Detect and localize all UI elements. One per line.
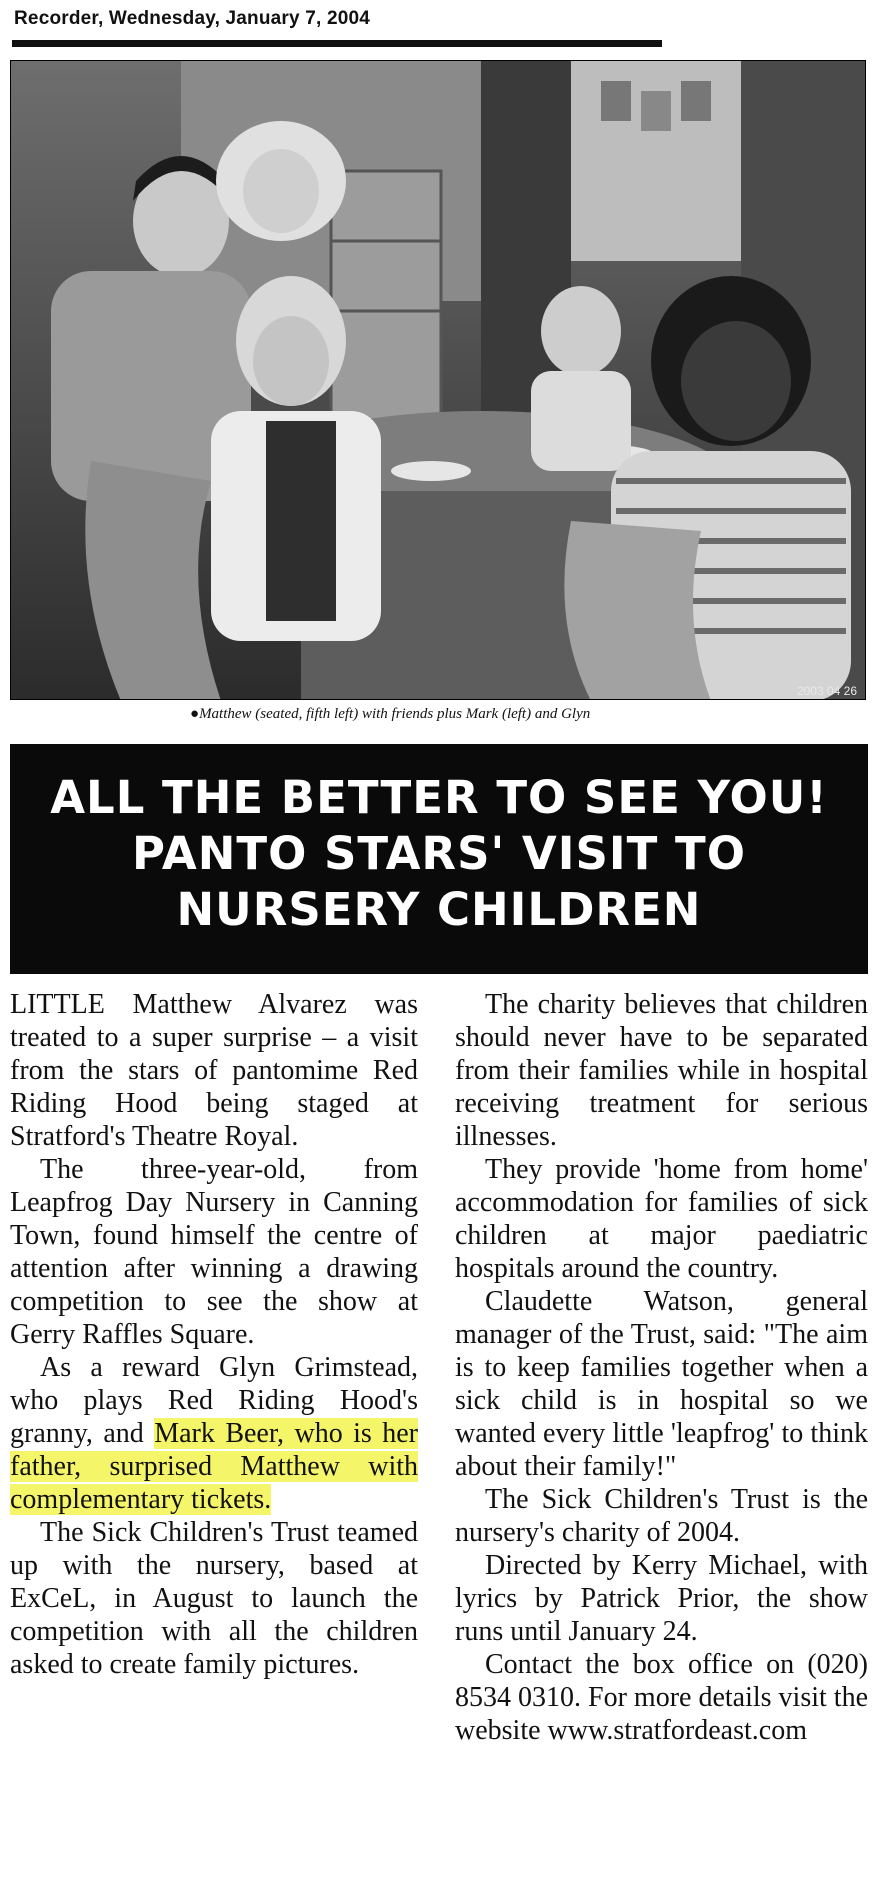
paragraph-text: As a reward Glyn Grimstead, who plays Red Riding Hood's granny, and <box>10 1352 418 1449</box>
news-photo <box>10 60 866 700</box>
article-paragraph: LITTLE Matthew Alvarez was treated to a super surprise – a visit from the stars of pantomime Red Riding Hood being staged at Stratford's Theatre Royal. <box>10 989 418 1152</box>
photo-illustration <box>11 61 866 700</box>
article-paragraph: The charity believes that children should never have to be separated from their families while in hospital receiving treatment for serious illnesses. <box>455 989 868 1152</box>
article-paragraph: They provide 'home from home' accommodation for families of sick children at major paediatric hospitals around the country. <box>455 1154 868 1284</box>
highlighted-text: Mark Beer, who is her father, surprised Matthew with complementary tickets. <box>10 1418 418 1515</box>
article-paragraph: Contact the box office on (020) 8534 0310. For more details visit the website www.stratfordeast.com <box>455 1649 868 1746</box>
article-paragraph <box>10 1351 418 1516</box>
headline: ALL THE BETTER TO SEE YOU! PANTO STARS' VISIT TO NURSERY CHILDREN <box>50 771 828 936</box>
article-column-right <box>455 988 868 1747</box>
headline-banner <box>10 744 868 974</box>
article-paragraph: Directed by Kerry Michael, with lyrics by Patrick Prior, the show runs until January 24. <box>455 1550 868 1647</box>
article-paragraph: Claudette Watson, general manager of the Trust, said: "The aim is to keep families together when a sick child is in hospital so we wanted every little 'leapfrog' to think about their family!" <box>455 1286 868 1482</box>
caption-text: Matthew (seated, fifth left) with friends plus Mark (left) and Glyn <box>199 706 591 722</box>
caption-bullet: ● <box>190 706 200 722</box>
article-column-left <box>10 988 418 1681</box>
article-paragraph: The three-year-old, from Leapfrog Day Nursery in Canning Town, found himself the centre of attention after winning a drawing competition to see the show at Gerry Raffles Square. <box>10 1154 418 1350</box>
masthead-dateline: Recorder, Wednesday, January 7, 2004 <box>14 8 371 29</box>
photo-caption <box>190 706 590 723</box>
masthead-rule <box>12 40 662 47</box>
article-paragraph: The Sick Children's Trust teamed up with the nursery, based at ExCeL, in August to launch the competition with all the children asked to create family pictures. <box>10 1517 418 1680</box>
photo-date-stamp: 2003 04 26 <box>796 684 857 698</box>
article-paragraph: The Sick Children's Trust is the nursery's charity of 2004. <box>455 1484 868 1548</box>
